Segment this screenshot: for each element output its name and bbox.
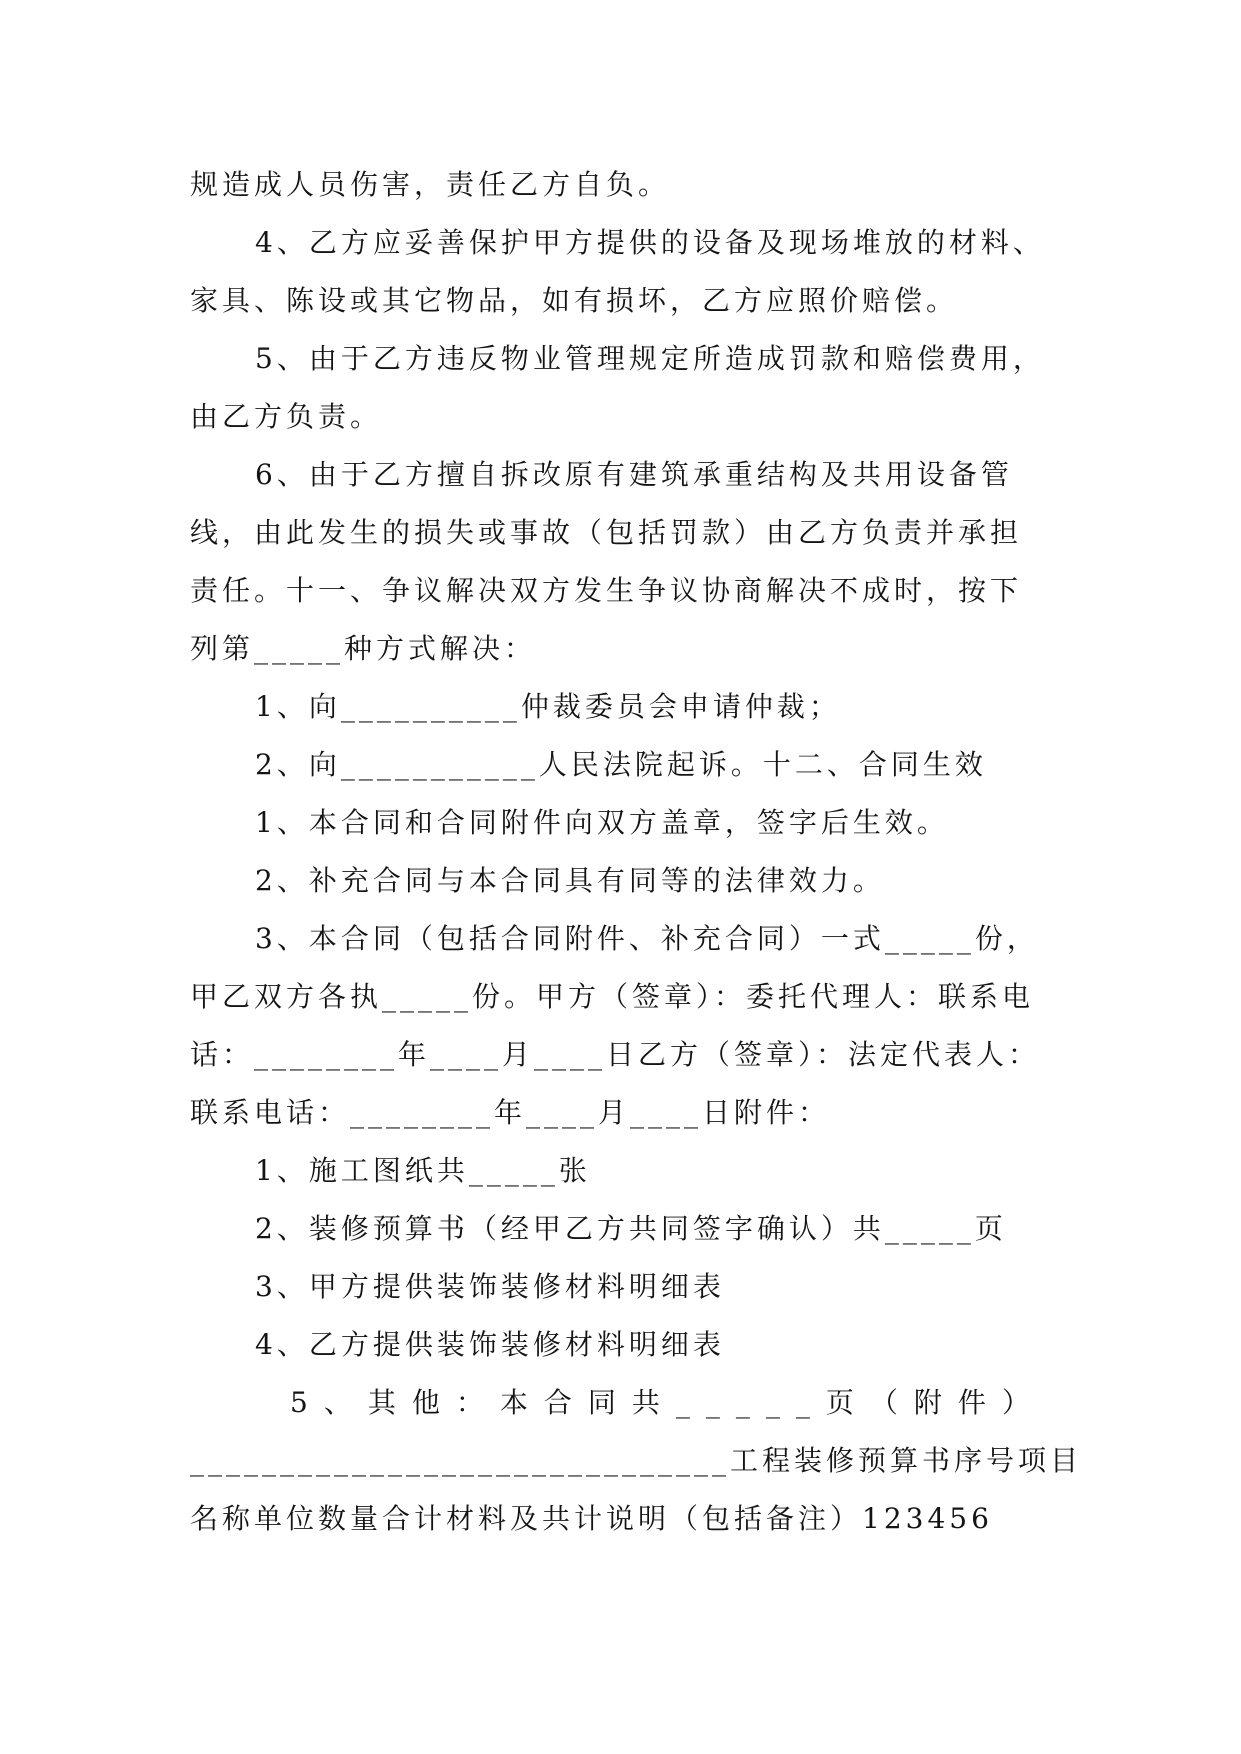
paragraph-line: 5、其他：本合同共_____页（附件） bbox=[290, 1386, 1046, 1419]
paragraph-line: 2、向___________人民法院起诉。十二、合同生效 bbox=[255, 748, 987, 781]
paragraph-line: 1、本合同和合同附件向双方盖章，签字后生效。 bbox=[255, 806, 949, 839]
paragraph-line: 1、向__________仲裁委员会申请仲裁； bbox=[255, 690, 841, 723]
paragraph-line: 5、由于乙方违反物业管理规定所造成罚款和赔偿费用， bbox=[255, 342, 1045, 375]
paragraph-line: 2、补充合同与本合同具有同等的法律效力。 bbox=[255, 864, 885, 897]
paragraph-line: 2、装修预算书（经甲乙方共同签字确认）共_____页 bbox=[255, 1212, 1007, 1245]
paragraph-line: 由乙方负责。 bbox=[190, 400, 383, 433]
paragraph-line: 6、由于乙方擅自拆改原有建筑承重结构及共用设备管 bbox=[255, 458, 1013, 491]
paragraph-line: 责任。十一、争议解决双方发生争议协商解决不成时，按下 bbox=[190, 574, 1023, 607]
paragraph-line: 规造成人员伤害，责任乙方自负。 bbox=[190, 168, 671, 201]
paragraph-line: 4、乙方提供装饰装修材料明细表 bbox=[255, 1328, 725, 1361]
paragraph-line: 1、施工图纸共_____张 bbox=[255, 1154, 591, 1187]
paragraph-line: 甲乙双方各执_____份。甲方（签章）：委托代理人：联系电 bbox=[190, 980, 1035, 1013]
paragraph-line: 线，由此发生的损失或事故（包括罚款）由乙方负责并承担 bbox=[190, 516, 1023, 549]
paragraph-line: 4、乙方应妥善保护甲方提供的设备及现场堆放的材料、 bbox=[255, 226, 1045, 259]
paragraph-line: 3、甲方提供装饰装修材料明细表 bbox=[255, 1270, 725, 1303]
paragraph-line: 话：________年____月____日乙方（签章）：法定代表人： bbox=[190, 1038, 1041, 1071]
paragraph-line: ______________________________工程装修预算书序号项目 bbox=[190, 1444, 1083, 1477]
paragraph-line: 家具、陈设或其它物品，如有损坏，乙方应照价赔偿。 bbox=[190, 284, 959, 317]
paragraph-line: 列第_____种方式解决： bbox=[190, 632, 537, 665]
paragraph-line: 名称单位数量合计材料及共计说明（包括备注）123456 bbox=[190, 1502, 993, 1535]
paragraph-line: 联系电话：________年____月____日附件： bbox=[190, 1096, 831, 1129]
paragraph-line: 3、本合同（包括合同附件、补充合同）一式_____份， bbox=[255, 922, 1039, 955]
